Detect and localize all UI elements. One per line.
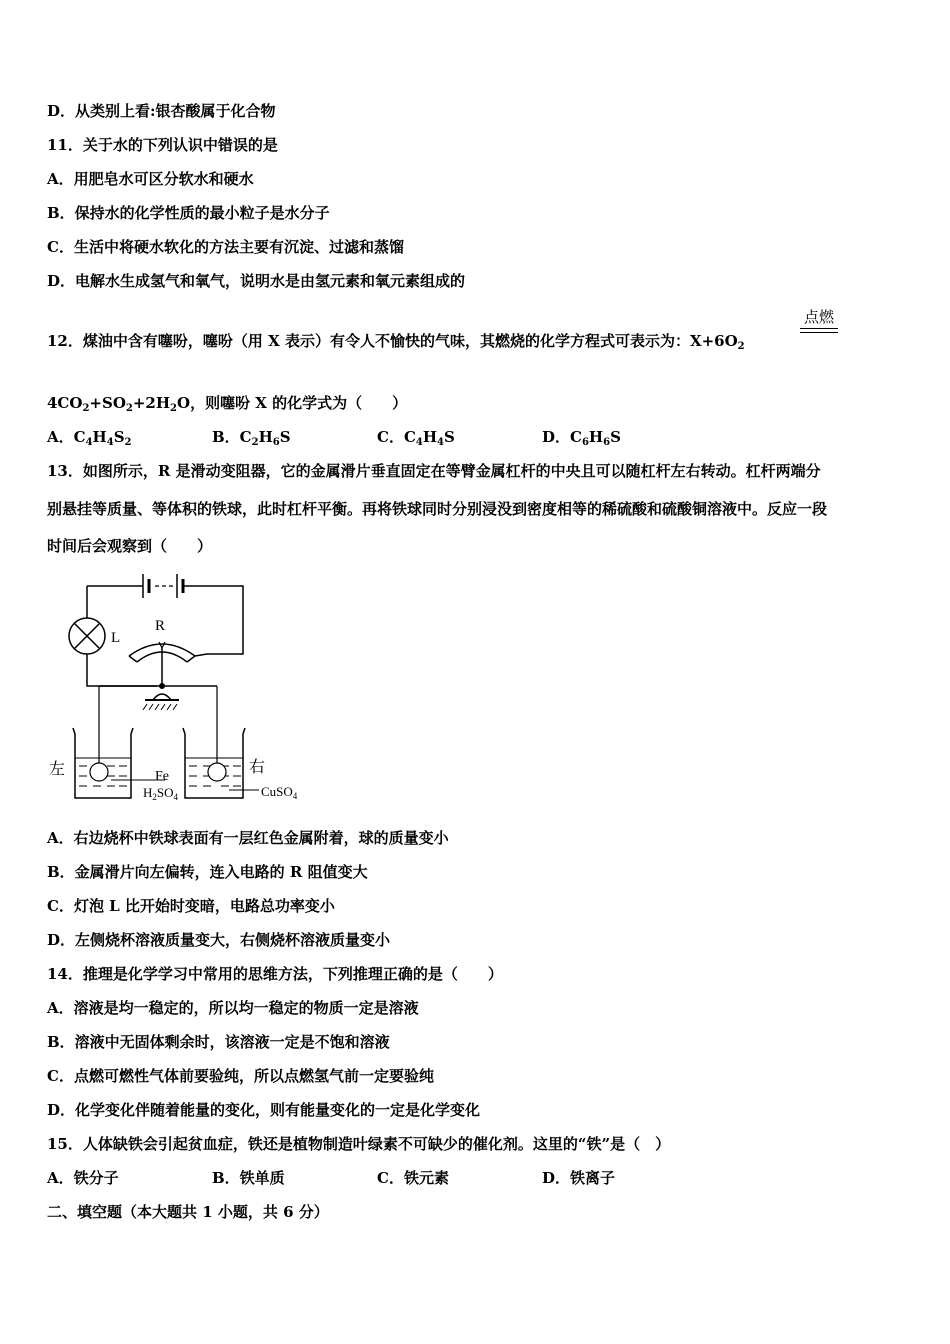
- q14-option-a: A．溶液是均一稳定的，所以均一稳定的物质一定是溶液: [47, 999, 419, 1017]
- q11-option-c: C．生活中将硬水软化的方法主要有沉淀、过滤和蒸馏: [47, 238, 404, 256]
- label-left: 左: [49, 759, 66, 778]
- label-right: 右: [249, 757, 266, 776]
- label-lamp: L: [111, 630, 121, 646]
- q10-option-d: D．从类别上看:银杏酸属于化合物: [47, 102, 276, 120]
- q12-option-d: D．$C_6H_6S$: [542, 428, 621, 448]
- q13-stem-line1: 13．如图所示，R 是滑动变阻器，它的金属滑片垂直固定在等臂金属杠杆的中央且可以随杠杆左右转动。杠杆两端分: [47, 462, 821, 480]
- q12-equals-line-bottom: [800, 332, 838, 333]
- q13-option-d: D．左侧烧杯溶液质量变大，右侧烧杯溶液质量变小: [47, 931, 391, 949]
- q13-option-c: C．灯泡 L 比开始时变暗，电路总功率变小: [47, 897, 335, 915]
- q14-stem: 14．推理是化学学习中常用的思维方法，下列推理正确的是（ ）: [47, 965, 503, 983]
- q11-stem: 11．关于水的下列认识中错误的是: [47, 136, 278, 154]
- q12-products: $4CO_2+SO_2+2H_2O$，则噻吩 X 的化学式为（ ）: [47, 394, 408, 414]
- q13-stem-line3: 时间后会观察到（ ）: [47, 537, 213, 555]
- left-beaker: [73, 728, 133, 798]
- q15-option-b: B．铁单质: [212, 1169, 285, 1187]
- q14-option-b: B．溶液中无固体剩余时，该溶液一定是不饱和溶液: [47, 1033, 390, 1051]
- q15-option-d: D．铁离子: [542, 1169, 616, 1187]
- q11-option-d: D．电解水生成氢气和氧气，说明水是由氢元素和氧元素组成的: [47, 272, 466, 290]
- q15-option-a: A．铁分子: [47, 1169, 119, 1187]
- section-2-title: 二、填空题（本大题共 1 小题，共 6 分）: [47, 1203, 329, 1221]
- q12-equals-line-top: [800, 328, 838, 329]
- label-copper-sulfate: CuSO$_4$: [261, 784, 298, 801]
- q11-option-b: B．保持水的化学性质的最小粒子是水分子: [47, 204, 330, 222]
- label-rheostat: R: [155, 618, 166, 634]
- q15-option-c: C．铁元素: [377, 1169, 449, 1187]
- label-iron: Fe: [155, 769, 169, 784]
- q12-stem: 12．煤油中含有噻吩，噻吩（用 X 表示）有令人不愉快的气味，其燃烧的化学方程式可表示为：$X+6O_2$: [47, 332, 745, 352]
- q13-stem-line2: 别悬挂等质量、等体积的铁球，此时杠杆平衡。再将铁球同时分别浸没到密度相等的稀硫酸和硫酸铜溶液中。反应一段: [47, 500, 828, 518]
- q13-option-a: A．右边烧杯中铁球表面有一层红色金属附着，球的质量变小: [47, 829, 449, 847]
- q14-option-d: D．化学变化伴随着能量的变化，则有能量变化的一定是化学变化: [47, 1101, 481, 1119]
- q13-option-b: B．金属滑片向左偏转，连入电路的 R 阻值变大: [47, 863, 368, 881]
- q13-circuit-diagram: [45, 568, 320, 808]
- label-sulfuric-acid: $H_2SO_4$: [143, 785, 179, 802]
- q12-option-b: B．$C_2H_6S$: [212, 428, 291, 448]
- q12-option-a: A．$C_4H_4S_2$: [47, 428, 132, 448]
- q12-reaction-condition: 点燃: [804, 308, 835, 326]
- q14-option-c: C．点燃可燃性气体前要验纯，所以点燃氢气前一定要验纯: [47, 1067, 434, 1085]
- q11-option-a: A．用肥皂水可区分软水和硬水: [47, 170, 254, 188]
- q15-stem: 15．人体缺铁会引起贫血症，铁还是植物制造叶绿素不可缺少的催化剂。这里的“铁”是（ ）: [47, 1135, 671, 1153]
- q12-option-c: C．$C_4H_4S$: [377, 428, 455, 448]
